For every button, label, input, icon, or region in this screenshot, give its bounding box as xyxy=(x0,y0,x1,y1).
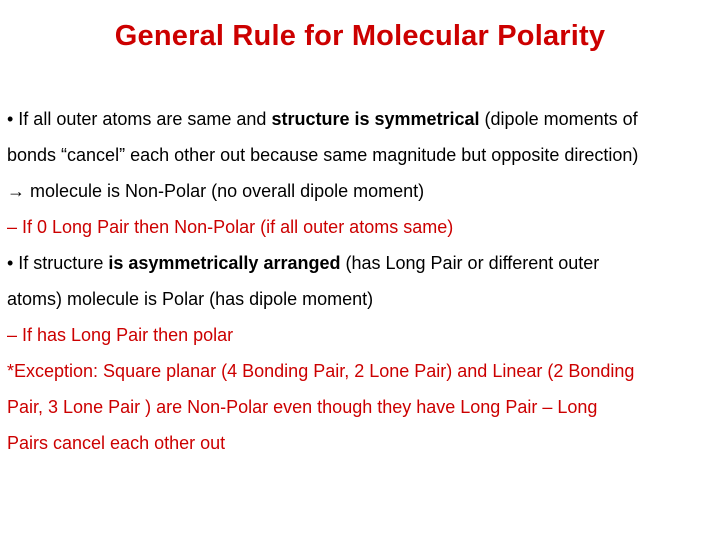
slide-title: General Rule for Molecular Polarity xyxy=(114,20,606,52)
bullet-asymmetrical-line-2: atoms) molecule is Polar (has dipole moment) xyxy=(7,289,374,309)
bullet-symmetrical-line-2: bonds “cancel” each other out because same magnitude but opposite direction) xyxy=(7,145,639,165)
bullet-symmetrical-tail: (dipole moments of xyxy=(479,109,638,129)
bullet-symmetrical-line-1 xyxy=(7,108,638,130)
bullet-symmetrical-intro: • If all outer atoms are same and xyxy=(7,109,272,129)
bullet-asymmetrical-tail: (has Long Pair or different outer xyxy=(340,253,600,273)
exception-line-3: Pairs cancel each other out xyxy=(7,433,226,453)
bullet-asymmetrical-emphasis: is asymmetrically arranged xyxy=(108,253,341,273)
bullet-asymmetrical-intro: • If structure xyxy=(7,253,109,273)
sub-rule-nonpolar: – If 0 Long Pair then Non-Polar (if all outer atoms same) xyxy=(7,217,454,237)
exception-line-1: *Exception: Square planar (4 Bonding Pair, 2 Lone Pair) and Linear (2 Bonding xyxy=(7,361,635,381)
bullet-asymmetrical-line-1 xyxy=(7,252,599,274)
bullet-symmetrical-line-3: → molecule is Non-Polar (no overall dipole moment) xyxy=(7,181,425,201)
bullet-symmetrical-emphasis: structure is symmetrical xyxy=(271,109,480,129)
sub-rule-polar: – If has Long Pair then polar xyxy=(7,325,234,345)
exception-line-2: Pair, 3 Lone Pair ) are Non-Polar even though they have Long Pair – Long xyxy=(7,397,598,417)
